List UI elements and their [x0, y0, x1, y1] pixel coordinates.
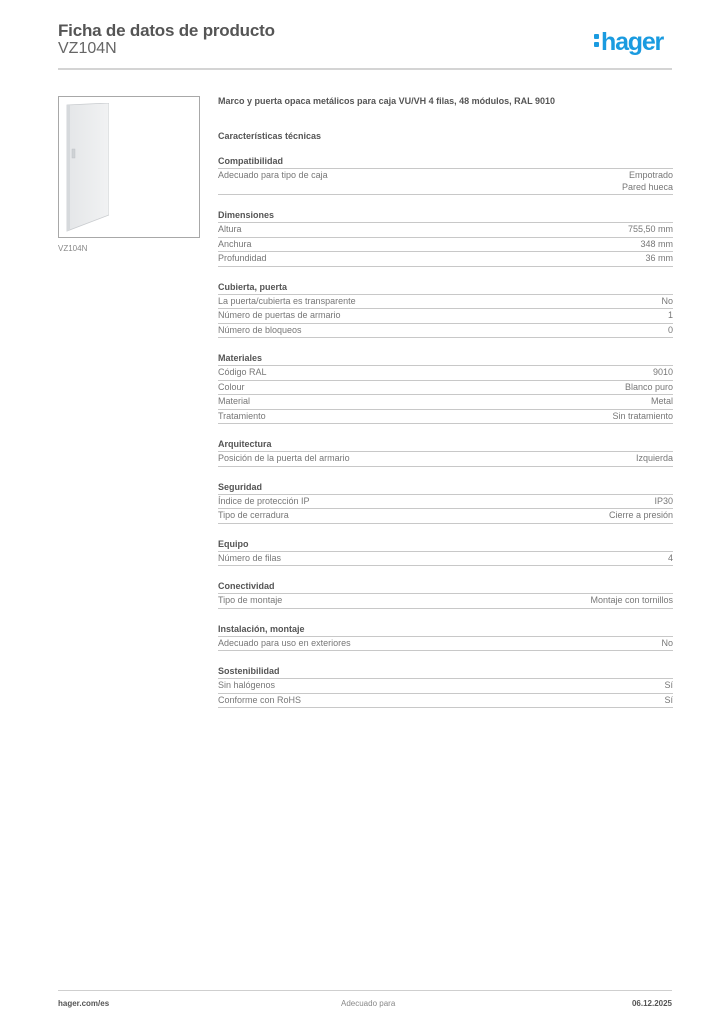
- spec-row: [218, 366, 673, 381]
- spec-value: Cierre a presión: [608, 510, 673, 520]
- spec-row: [218, 452, 673, 467]
- group-title: Instalación, montaje: [218, 624, 673, 637]
- footer-date: 06.12.2025: [631, 999, 672, 1008]
- spec-label: Tipo de cerradura: [218, 510, 289, 520]
- spec-value: Metal: [650, 396, 673, 406]
- group-title: Conectividad: [218, 581, 673, 594]
- spec-row: [218, 410, 673, 425]
- spec-value: [622, 170, 673, 193]
- spec-row: [218, 295, 673, 310]
- spec-label: Tratamiento: [218, 410, 266, 421]
- spec-row: [218, 637, 673, 652]
- spec-row: [218, 594, 673, 609]
- spec-group-cubierta-puerta: [218, 282, 673, 339]
- spec-group-conectividad: [218, 581, 673, 609]
- spec-row: [218, 509, 673, 524]
- spec-row: [218, 679, 673, 694]
- spec-value: Montaje con tornillos: [590, 595, 673, 605]
- spec-label: Adecuado para tipo de caja: [218, 170, 328, 180]
- group-title: Cubierta, puerta: [218, 282, 673, 295]
- header-divider: [58, 68, 672, 70]
- spec-value: IP30: [654, 495, 673, 506]
- spec-row: [218, 324, 673, 339]
- spec-value: 348 mm: [640, 238, 673, 249]
- group-title: Arquitectura: [218, 439, 673, 452]
- spec-row: [218, 694, 673, 709]
- group-title: Seguridad: [218, 482, 673, 495]
- product-image: [58, 96, 200, 238]
- spec-group-arquitectura: [218, 439, 673, 467]
- spec-row: [218, 169, 673, 195]
- spec-value-line: Empotrado: [628, 170, 673, 180]
- group-title: Materiales: [218, 353, 673, 366]
- spec-label: Número de filas: [218, 552, 282, 563]
- hager-logo: [594, 29, 663, 55]
- section-title: Características técnicas: [218, 131, 322, 141]
- spec-value: 1: [667, 310, 673, 320]
- group-title: Compatibilidad: [218, 156, 673, 169]
- spec-value: Sí: [664, 680, 673, 690]
- page-title: Ficha de datos de producto: [58, 21, 275, 40]
- spec-value: No: [661, 637, 673, 648]
- spec-value: 4: [667, 552, 673, 563]
- spec-label: Anchura: [218, 238, 252, 249]
- spec-row: [218, 238, 673, 253]
- spec-label: Profundidad: [218, 253, 267, 263]
- image-caption: VZ104N: [58, 244, 88, 253]
- spec-label: Sin halógenos: [218, 680, 276, 690]
- spec-label: Adecuado para uso en exteriores: [218, 637, 351, 648]
- cabinet-door-icon: [65, 103, 109, 233]
- group-title: Equipo: [218, 539, 673, 552]
- group-title: Dimensiones: [218, 210, 673, 223]
- spec-value: Sin tratamiento: [612, 410, 673, 421]
- footer-website-link[interactable]: hager.com/es: [58, 999, 110, 1008]
- product-description: Marco y puerta opaca metálicos para caja VU/VH 4 filas, 48 módulos, RAL 9010: [218, 96, 555, 106]
- spec-label: Conforme con RoHS: [218, 694, 302, 705]
- footer-divider: [58, 990, 672, 991]
- spec-value: 755,50 mm: [627, 224, 673, 234]
- spec-label: Número de puertas de armario: [218, 310, 341, 320]
- spec-value: 9010: [652, 367, 673, 377]
- spec-group-equipo: [218, 539, 673, 567]
- spec-group-instalacion-montaje: [218, 624, 673, 652]
- spec-group-sostenibilidad: [218, 666, 673, 708]
- spec-label: Posición de la puerta del armario: [218, 453, 350, 463]
- logo-text: hager: [601, 28, 664, 56]
- spec-row: [218, 552, 673, 567]
- spec-value-line: Pared hueca: [621, 181, 673, 192]
- spec-value: No: [661, 295, 673, 306]
- spec-label: Índice de protección IP: [218, 495, 310, 506]
- spec-row: [218, 495, 673, 510]
- spec-value: Blanco puro: [624, 381, 673, 392]
- spec-row: [218, 381, 673, 396]
- product-code: VZ104N: [58, 40, 117, 57]
- spec-content: [218, 96, 673, 708]
- spec-group-seguridad: [218, 482, 673, 524]
- spec-value: 36 mm: [645, 253, 673, 263]
- spec-row: [218, 223, 673, 238]
- spec-label: Material: [218, 396, 251, 406]
- spec-row: [218, 309, 673, 324]
- spec-value: 0: [667, 324, 673, 335]
- spec-label: Código RAL: [218, 367, 267, 377]
- spec-row: [218, 252, 673, 267]
- spec-group-dimensiones: [218, 210, 673, 267]
- spec-value: Sí: [664, 694, 673, 705]
- footer-center-text: Adecuado para: [341, 999, 396, 1008]
- spec-group-compatibilidad: [218, 156, 673, 195]
- group-title: Sostenibilidad: [218, 666, 673, 679]
- spec-label: Tipo de montaje: [218, 595, 283, 605]
- spec-group-materiales: [218, 353, 673, 424]
- logo-colon-icon: [594, 34, 599, 48]
- spec-label: Colour: [218, 381, 245, 392]
- spec-row: [218, 395, 673, 410]
- spec-label: Altura: [218, 224, 242, 234]
- spec-label: Número de bloqueos: [218, 324, 302, 335]
- spec-label: La puerta/cubierta es transparente: [218, 295, 356, 306]
- spec-value: Izquierda: [635, 453, 673, 463]
